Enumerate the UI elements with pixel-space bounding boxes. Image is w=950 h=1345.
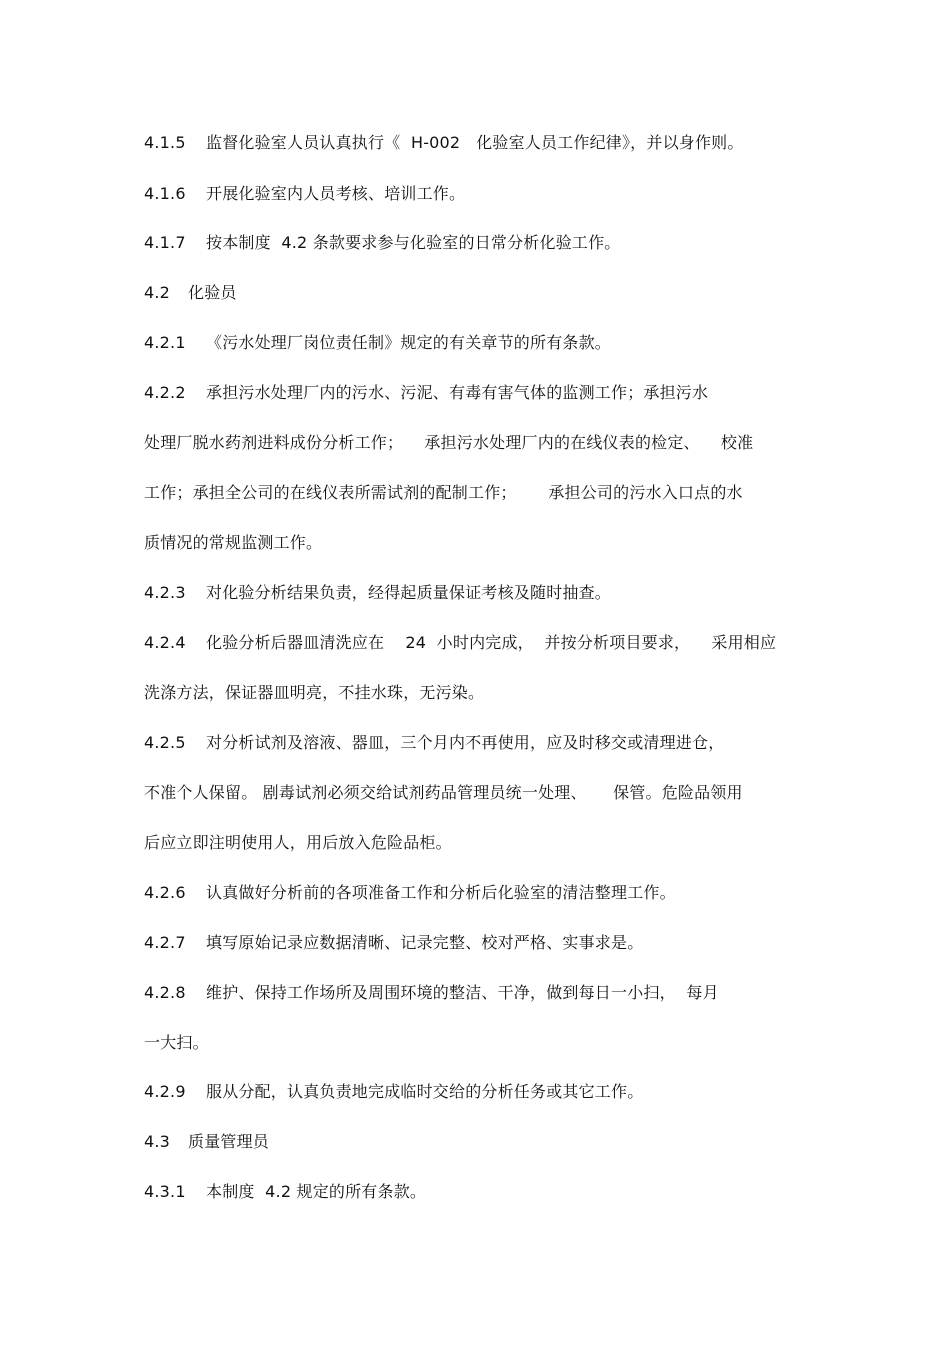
clause-4-1-6 — [144, 184, 824, 204]
clause-text: 对化验分析结果负责，经得起质量保证考核及随时抽查。 — [206, 583, 612, 602]
section-heading-4-3 — [144, 1132, 824, 1152]
clause-text: 工作；承担全公司的在线仪表所需试剂的配制工作； 承担公司的污水入口点的水 — [144, 483, 743, 502]
clause-number: 4.2.1 — [144, 333, 186, 352]
clause-continuation — [144, 833, 824, 853]
clause-continuation — [144, 483, 824, 503]
section-heading-4-2 — [144, 283, 824, 303]
clause-continuation — [144, 683, 824, 703]
clause-text: 维护、保持工作场所及周围环境的整洁、干净，做到每日一小扫， 每月 — [206, 983, 719, 1002]
clause-text: 监督化验室人员认真执行《 H-002 化验室人员工作纪律》，并以身作则。 — [206, 133, 744, 152]
clause-4-2-9 — [144, 1082, 824, 1102]
clause-number: 4.2.7 — [144, 933, 186, 952]
section-number: 4.3 — [144, 1132, 171, 1151]
clause-text: 对分析试剂及溶液、器皿，三个月内不再使用，应及时移交或清理进仓， — [206, 733, 725, 752]
clause-number: 4.2.3 — [144, 583, 186, 602]
clause-number: 4.2.9 — [144, 1082, 186, 1101]
clause-number: 4.1.6 — [144, 184, 186, 203]
clause-text: 开展化验室内人员考核、培训工作。 — [206, 184, 466, 203]
clause-text: 按本制度 4.2 条款要求参与化验室的日常分析化验工作。 — [206, 233, 621, 252]
clause-number: 4.2.2 — [144, 383, 186, 402]
clause-number: 4.3.1 — [144, 1182, 186, 1201]
clause-text: 后应立即注明使用人，用后放入危险品柜。 — [144, 833, 452, 852]
clause-text: 化验分析后器皿清洗应在 24 小时内完成， 并按分析项目要求， 采用相应 — [206, 633, 777, 652]
clause-4-2-5 — [144, 733, 824, 753]
clause-text: 一大扫。 — [144, 1033, 209, 1052]
clause-4-2-8 — [144, 983, 824, 1003]
clause-text: 不准个人保留。 剧毒试剂必须交给试剂药品管理员统一处理、 保管。危险品领用 — [144, 783, 743, 802]
clause-text: 质情况的常规监测工作。 — [144, 533, 323, 552]
clause-text: 《污水处理厂岗位责任制》规定的有关章节的所有条款。 — [206, 333, 612, 352]
section-title: 化验员 — [188, 283, 237, 302]
clause-number: 4.1.5 — [144, 133, 186, 152]
clause-text: 处理厂脱水药剂进料成份分析工作； 承担污水处理厂内的在线仪表的检定、 校准 — [144, 433, 754, 452]
clause-text: 洗涤方法，保证器皿明亮，不挂水珠，无污染。 — [144, 683, 485, 702]
clause-text: 填写原始记录应数据清晰、记录完整、校对严格、实事求是。 — [206, 933, 644, 952]
clause-4-2-6 — [144, 883, 824, 903]
clause-number: 4.2.8 — [144, 983, 186, 1002]
clause-4-2-7 — [144, 933, 824, 953]
clause-continuation — [144, 433, 824, 453]
clause-text: 承担污水处理厂内的污水、污泥、有毒有害气体的监测工作；承担污水 — [206, 383, 709, 402]
clause-4-2-1 — [144, 333, 824, 353]
section-title: 质量管理员 — [188, 1132, 270, 1151]
clause-continuation — [144, 533, 824, 553]
clause-4-1-7 — [144, 233, 824, 253]
clause-text: 认真做好分析前的各项准备工作和分析后化验室的清洁整理工作。 — [206, 883, 676, 902]
clause-number: 4.2.4 — [144, 633, 186, 652]
section-number: 4.2 — [144, 283, 171, 302]
clause-continuation — [144, 1033, 824, 1053]
clause-4-2-4 — [144, 633, 824, 653]
clause-number: 4.2.5 — [144, 733, 186, 752]
clause-4-2-2 — [144, 383, 824, 403]
clause-number: 4.2.6 — [144, 883, 186, 902]
clause-continuation — [144, 783, 824, 803]
clause-4-1-5 — [144, 133, 824, 153]
clause-4-2-3 — [144, 583, 824, 603]
clause-text: 服从分配，认真负责地完成临时交给的分析任务或其它工作。 — [206, 1082, 644, 1101]
clause-text: 本制度 4.2 规定的所有条款。 — [206, 1182, 427, 1201]
clause-number: 4.1.7 — [144, 233, 186, 252]
clause-4-3-1 — [144, 1182, 824, 1202]
